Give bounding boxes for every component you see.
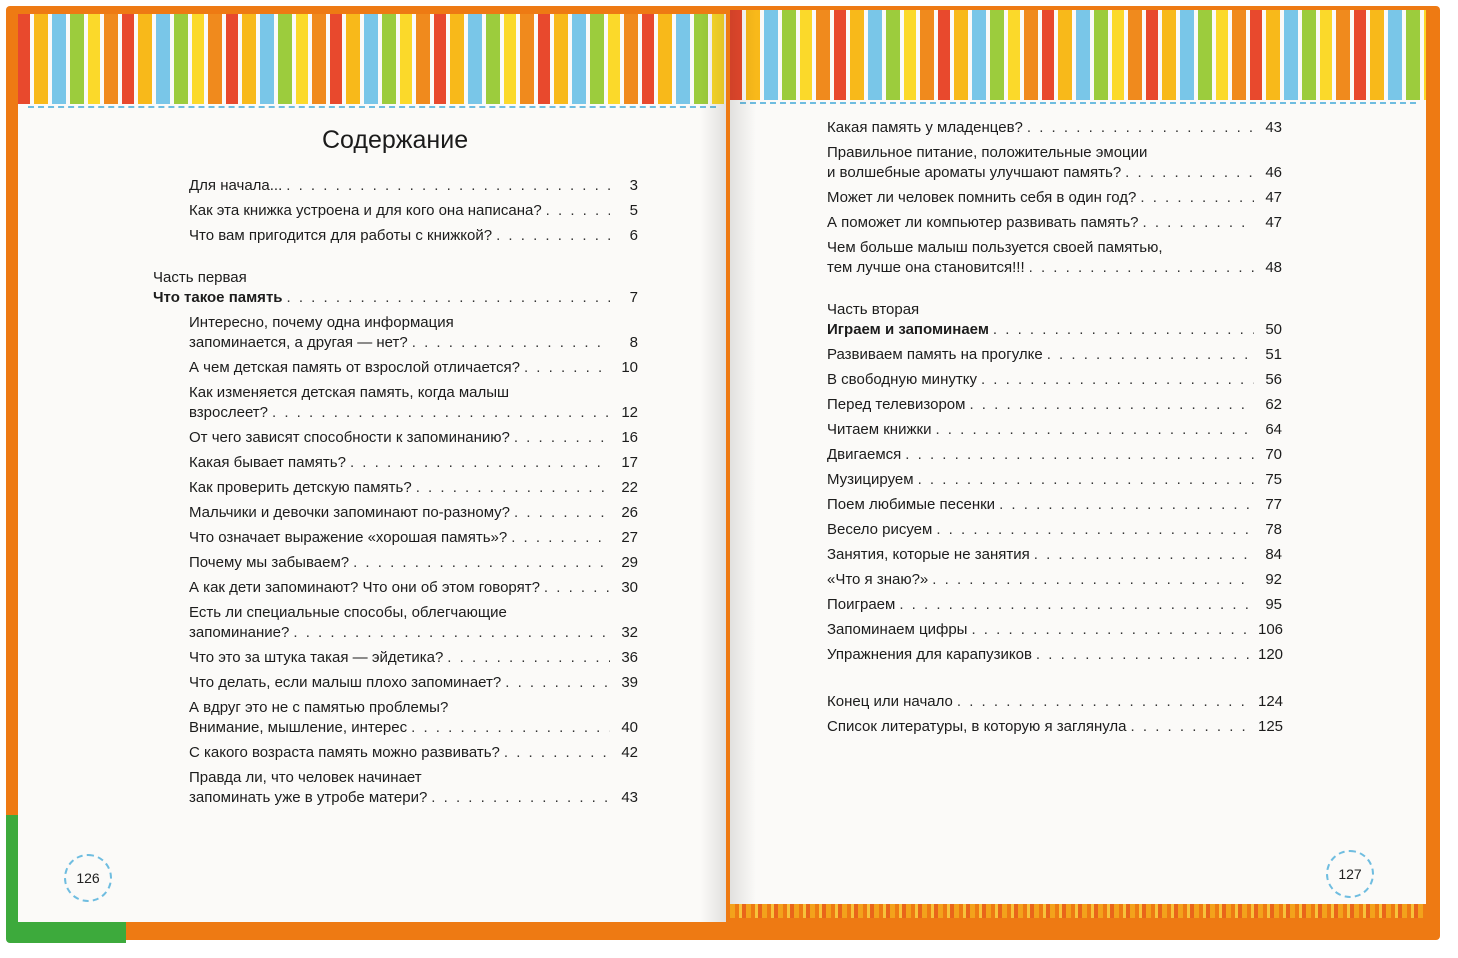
- toc-entry-page: 124: [1258, 693, 1284, 710]
- toc-entry: [827, 595, 1282, 615]
- right-page: [730, 10, 1426, 918]
- toc-entry-page: 106: [1258, 621, 1284, 638]
- toc-entry-page: 5: [629, 202, 638, 219]
- toc-entry-page: 7: [629, 289, 638, 306]
- toc-leader-dots: [544, 578, 610, 598]
- toc-entry-title: Читаем книжки: [827, 421, 932, 438]
- page-number-left: 126: [64, 854, 112, 902]
- toc-entry: [153, 201, 638, 221]
- toc-entry-title: Какая бывает память?: [189, 454, 346, 471]
- toc-leader-dots: [993, 320, 1254, 340]
- toc-leader-dots: [293, 623, 610, 643]
- toc-entry-title: Как эта книжка устроена и для кого она написана?: [189, 202, 542, 219]
- toc-entry-page: 95: [1265, 596, 1282, 613]
- toc-entry-page: 51: [1265, 346, 1282, 363]
- toc-entry: [827, 143, 1282, 183]
- toc-entry: [827, 118, 1282, 138]
- toc-entry-title: Список литературы, в которую я заглянула: [827, 718, 1127, 735]
- toc-entry: [153, 768, 638, 808]
- toc-entry-title: Двигаемся: [827, 446, 902, 463]
- toc-entry: [827, 520, 1282, 540]
- toc-entry-page: 30: [621, 579, 638, 596]
- toc-leader-dots: [514, 428, 610, 448]
- toc-leader-dots: [935, 420, 1254, 440]
- toc-leader-dots: [272, 403, 610, 423]
- toc-leader-dots: [1125, 163, 1254, 183]
- toc-entry-page: 62: [1265, 396, 1282, 413]
- toc-leader-dots: [1036, 645, 1254, 665]
- toc-entry-page: 26: [621, 504, 638, 521]
- page-gutter-shadow: [730, 10, 756, 918]
- toc-entry-title-line: Правильное питание, положительные эмоции: [827, 144, 1148, 161]
- toc-entry-page: 47: [1265, 214, 1282, 231]
- toc-leader-dots: [496, 226, 610, 246]
- toc-entry-title: Развиваем память на прогулке: [827, 346, 1043, 363]
- toc-part-title: [153, 288, 638, 308]
- toc-entry: [827, 188, 1282, 208]
- toc-entry: [827, 395, 1282, 415]
- toc-entry-page: 6: [629, 227, 638, 244]
- toc-leader-dots: [286, 176, 610, 196]
- toc-entry-title-line: Как изменяется детская память, когда малыш: [189, 384, 510, 401]
- page-number-right: 127: [1326, 850, 1374, 898]
- toc-entry-title: Почему мы забываем?: [189, 554, 350, 571]
- toc-entry-title: Конец или начало: [827, 693, 953, 710]
- toc-entry-page: 12: [621, 404, 638, 421]
- toc-entry: [827, 370, 1282, 390]
- toc-entry-page: 3: [629, 177, 638, 194]
- toc-entry-title: Мальчики и девочки запоминают по-разному?: [189, 504, 511, 521]
- toc-entry-page: 16: [621, 429, 638, 446]
- toc-entry: [827, 717, 1282, 737]
- toc-entry: [153, 673, 638, 693]
- toc-leader-dots: [411, 718, 610, 738]
- toc-entry-title: запоминать уже в утробе матери?: [189, 789, 428, 806]
- toc-entry-title: А поможет ли компьютер развивать память?: [827, 214, 1139, 231]
- toc-leader-dots: [1142, 213, 1254, 233]
- toc-entry-title: Музицируем: [827, 471, 914, 488]
- toc-entry: [827, 345, 1282, 365]
- toc-entry-title: В свободную минутку: [827, 371, 977, 388]
- toc-entry-title: запоминание?: [189, 624, 290, 641]
- toc-entry-title: Поиграем: [827, 596, 896, 613]
- toc-leader-dots: [350, 453, 610, 473]
- toc-list-right: [827, 118, 1282, 742]
- toc-entry-title: Что такое память: [153, 289, 283, 306]
- toc-leader-dots: [1027, 118, 1254, 138]
- toc-entry: [827, 238, 1282, 278]
- toc-entry: [153, 743, 638, 763]
- toc-entry-title: Упражнения для карапузиков: [827, 646, 1032, 663]
- toc-leader-dots: [918, 470, 1254, 490]
- toc-entry-title: С какого возраста память можно развивать?: [189, 744, 500, 761]
- toc-entry-page: 27: [621, 529, 638, 546]
- toc-leader-dots: [412, 333, 610, 353]
- toc-entry-page: 42: [621, 744, 638, 761]
- toc-entry-page: 75: [1265, 471, 1282, 488]
- toc-entry: [153, 383, 638, 423]
- toc-leader-dots: [999, 495, 1254, 515]
- toc-entry-title: Запоминаем цифры: [827, 621, 968, 638]
- toc-leader-dots: [1131, 717, 1254, 737]
- toc-entry: [153, 358, 638, 378]
- toc-leader-dots: [505, 673, 610, 693]
- toc-entry-title-line: Чем больше малыш пользуется своей памятью,: [827, 239, 1163, 256]
- toc-heading: Содержание: [322, 126, 469, 154]
- toc-entry: [827, 445, 1282, 465]
- toc-leader-dots: [971, 620, 1254, 640]
- toc-entry-page: 39: [621, 674, 638, 691]
- toc-list-left: [153, 176, 638, 813]
- toc-part-title: [827, 320, 1282, 340]
- toc-entry-page: 70: [1265, 446, 1282, 463]
- toc-entry-page: 47: [1265, 189, 1282, 206]
- toc-entry-page: 36: [621, 649, 638, 666]
- toc-entry-page: 120: [1258, 646, 1284, 663]
- toc-entry-title: Что вам пригодится для работы с книжкой?: [189, 227, 493, 244]
- toc-leader-dots: [511, 528, 610, 548]
- toc-entry-page: 40: [621, 719, 638, 736]
- toc-leader-dots: [431, 788, 610, 808]
- toc-leader-dots: [932, 570, 1254, 590]
- toc-leader-dots: [981, 370, 1254, 390]
- toc-leader-dots: [905, 445, 1254, 465]
- toc-leader-dots: [546, 201, 610, 221]
- toc-entry: [153, 428, 638, 448]
- toc-leader-dots: [1034, 545, 1254, 565]
- toc-entry-title: От чего зависят способности к запоминанию?: [189, 429, 510, 446]
- toc-entry: [153, 226, 638, 246]
- toc-entry-page: 56: [1265, 371, 1282, 388]
- toc-entry-title: А как дети запоминают? Что они об этом говорят?: [189, 579, 540, 596]
- toc-entry-page: 92: [1265, 571, 1282, 588]
- toc-entry: [153, 698, 638, 738]
- toc-leader-dots: [353, 553, 610, 573]
- toc-leader-dots: [936, 520, 1254, 540]
- toc-entry: [827, 470, 1282, 490]
- toc-entry-page: 32: [621, 624, 638, 641]
- toc-entry-page: 43: [621, 789, 638, 806]
- toc-entry-title: запоминается, а другая — нет?: [189, 334, 408, 351]
- toc-leader-dots: [287, 288, 610, 308]
- toc-entry: [827, 495, 1282, 515]
- toc-entry: [827, 545, 1282, 565]
- toc-entry: [153, 478, 638, 498]
- toc-entry: [153, 453, 638, 473]
- toc-entry: [153, 176, 638, 196]
- page-gutter-shadow: [700, 14, 726, 922]
- toc-entry-page: 46: [1265, 164, 1282, 181]
- toc-entry-title: Поем любимые песенки: [827, 496, 996, 513]
- top-stripes: [730, 10, 1426, 100]
- toc-entry-title: Что это за штука такая — эйдетика?: [189, 649, 444, 666]
- toc-entry: [827, 213, 1282, 233]
- toc-entry-page: 17: [621, 454, 638, 471]
- toc-entry-page: 50: [1265, 321, 1282, 338]
- toc-entry-title-line: Есть ли специальные способы, облегчающие: [189, 604, 507, 621]
- toc-entry: [827, 620, 1282, 640]
- toc-leader-dots: [1047, 345, 1254, 365]
- left-page: [18, 14, 726, 922]
- toc-entry-title: взрослеет?: [189, 404, 269, 421]
- toc-entry-page: 48: [1265, 259, 1282, 276]
- toc-entry-title: «Что я знаю?»: [827, 571, 929, 588]
- toc-leader-dots: [969, 395, 1254, 415]
- toc-entry-title: и волшебные ароматы улучшают память?: [827, 164, 1122, 181]
- toc-entry: [153, 503, 638, 523]
- toc-leader-dots: [957, 692, 1254, 712]
- toc-entry-title: Какая память у младенцев?: [827, 119, 1023, 136]
- toc-entry-title: тем лучше она становится!!!: [827, 259, 1025, 276]
- toc-leader-dots: [504, 743, 610, 763]
- dashed-divider: [740, 102, 1416, 104]
- toc-entry-page: 64: [1265, 421, 1282, 438]
- toc-entry-title-line: Интересно, почему одна информация: [189, 314, 454, 331]
- toc-entry: [153, 553, 638, 573]
- top-stripes: [18, 14, 726, 104]
- toc-entry: [827, 645, 1282, 665]
- toc-leader-dots: [1029, 258, 1254, 278]
- toc-part-label: Часть вторая: [827, 301, 920, 318]
- toc-entry-page: 78: [1265, 521, 1282, 538]
- toc-entry-page: 8: [629, 334, 638, 351]
- toc-leader-dots: [416, 478, 610, 498]
- toc-entry-title: Внимание, мышление, интерес: [189, 719, 408, 736]
- toc-entry: [827, 570, 1282, 590]
- toc-leader-dots: [1140, 188, 1254, 208]
- toc-entry-title: А чем детская память от взрослой отличается?: [189, 359, 520, 376]
- toc-entry-title-line: Правда ли, что человек начинает: [189, 769, 422, 786]
- toc-entry-title: Перед телевизором: [827, 396, 966, 413]
- toc-entry-title-line: А вдруг это не с памятью проблемы?: [189, 699, 449, 716]
- toc-entry-title: Может ли человек помнить себя в один год?: [827, 189, 1137, 206]
- toc-entry-title: Весело рисуем: [827, 521, 933, 538]
- toc-leader-dots: [514, 503, 610, 523]
- toc-entry-page: 77: [1265, 496, 1282, 513]
- toc-entry-page: 43: [1265, 119, 1282, 136]
- toc-entry-page: 29: [621, 554, 638, 571]
- toc-entry: [153, 603, 638, 643]
- toc-entry-page: 84: [1265, 546, 1282, 563]
- toc-entry: [827, 420, 1282, 440]
- toc-spacer: [827, 670, 1282, 692]
- toc-entry: [827, 692, 1282, 712]
- toc-entry-page: 10: [621, 359, 638, 376]
- toc-entry: [153, 313, 638, 353]
- toc-entry-title: Для начала...: [189, 177, 283, 194]
- toc-entry: [153, 648, 638, 668]
- toc-part-label: Часть первая: [153, 269, 247, 286]
- toc-leader-dots: [524, 358, 610, 378]
- bottom-stripes: [730, 904, 1426, 918]
- toc-entry-title: Занятия, которые не занятия: [827, 546, 1030, 563]
- toc-entry-title: Как проверить детскую память?: [189, 479, 412, 496]
- toc-entry: [153, 578, 638, 598]
- dashed-divider: [28, 106, 716, 108]
- toc-entry-title: Что означает выражение «хорошая память»?: [189, 529, 508, 546]
- toc-leader-dots: [447, 648, 610, 668]
- toc-entry-page: 125: [1258, 718, 1284, 735]
- toc-entry-title: Играем и запоминаем: [827, 321, 989, 338]
- toc-entry: [153, 528, 638, 548]
- toc-entry-title: Что делать, если малыш плохо запоминает?: [189, 674, 502, 691]
- toc-entry-page: 22: [621, 479, 638, 496]
- toc-leader-dots: [899, 595, 1254, 615]
